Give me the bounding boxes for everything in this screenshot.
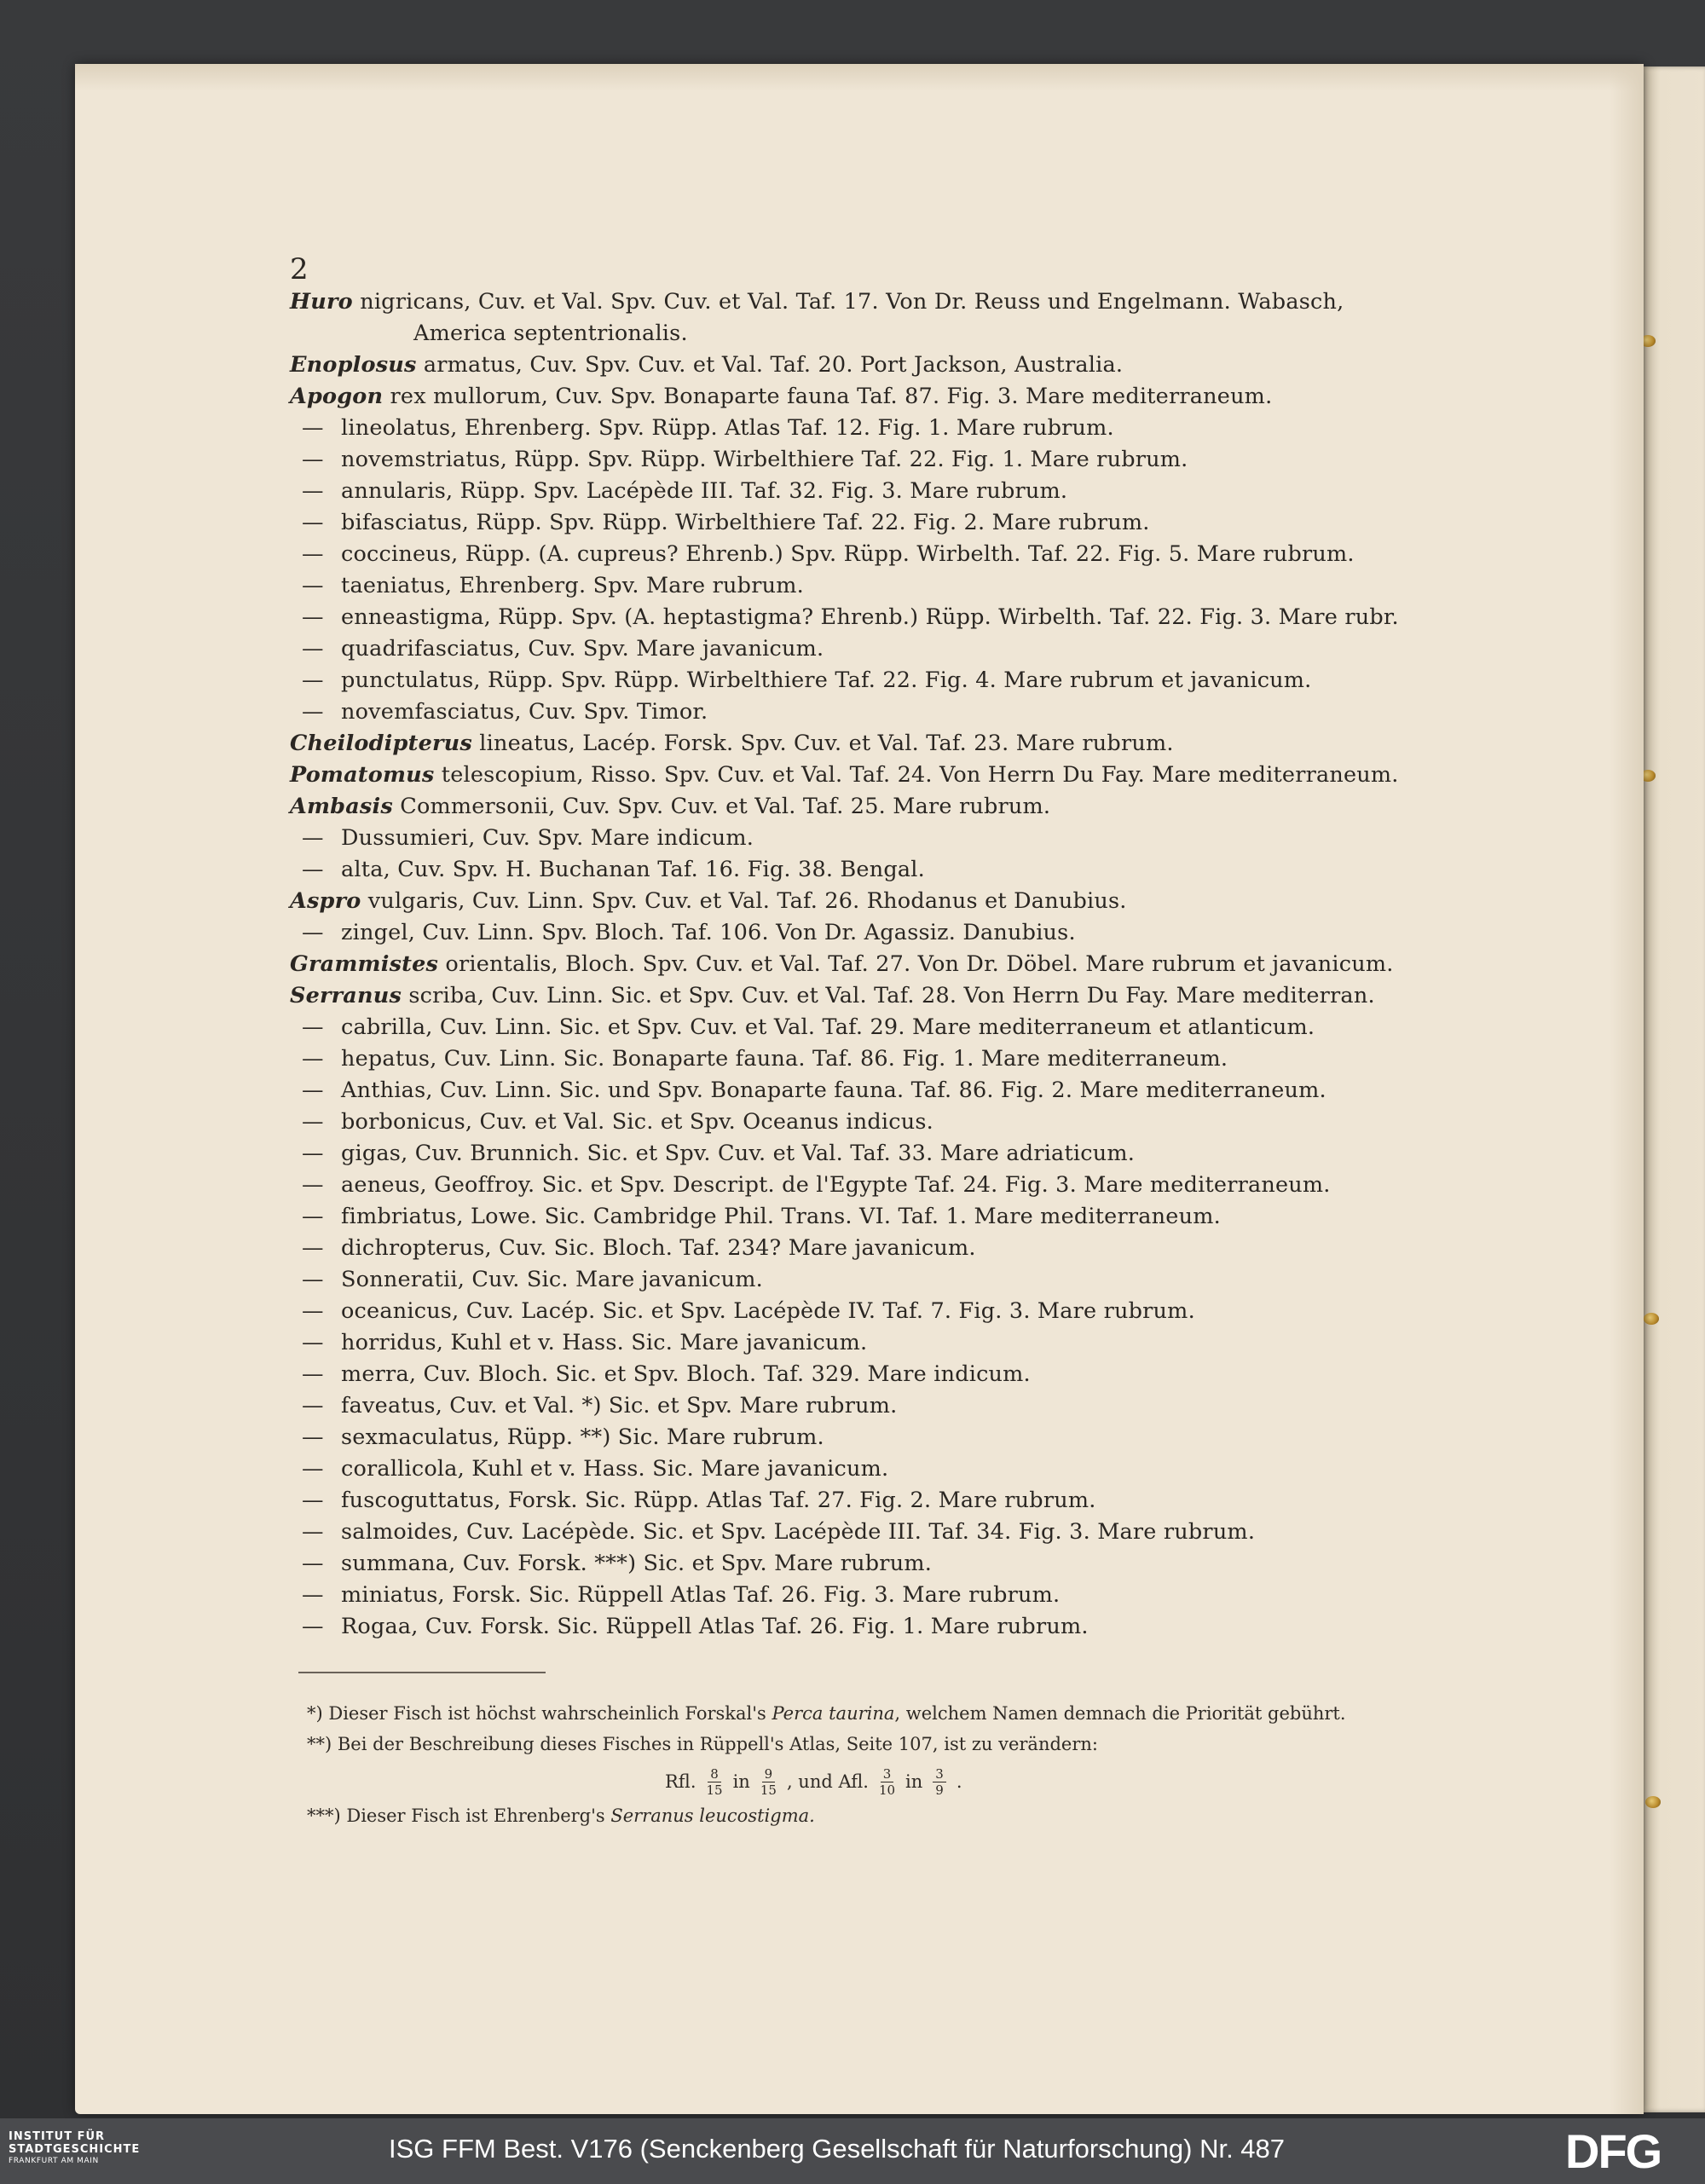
entry-text: Commersonii, Cuv. Spv. Cuv. et Val. Taf. 25. Mare rubrum.	[392, 794, 1051, 819]
entry-text: borbonicus, Cuv. et Val. Sic. et Spv. Oceanus indicus.	[341, 1109, 933, 1135]
entry-text: armatus, Cuv. Spv. Cuv. et Val. Taf. 20. Port Jackson, Australia.	[416, 352, 1124, 378]
list-item	[290, 1170, 1466, 1201]
ditto-dash: —	[302, 1267, 324, 1292]
institute-name-line-3: FRANKFURT AM MAIN	[9, 2157, 99, 2165]
entry-text: vulgaris, Cuv. Linn. Spv. Cuv. et Val. Taf. 26. Rhodanus et Danubius.	[361, 888, 1127, 914]
list-item	[290, 1453, 1466, 1485]
list-item	[290, 1106, 1466, 1138]
ditto-dash: —	[302, 415, 324, 441]
ditto-dash: —	[302, 447, 324, 472]
list-item	[290, 854, 1466, 886]
list-item	[290, 980, 1466, 1012]
formula-in-2: in	[905, 1771, 923, 1792]
footnote-3-text: ***) Dieser Fisch ist Ehrenberg's	[307, 1806, 611, 1826]
list-item	[290, 1580, 1466, 1611]
footnote-1-text: *) Dieser Fisch ist höchst wahrscheinlich Forskal's	[307, 1703, 772, 1724]
footnotes	[307, 1698, 1466, 1759]
ditto-dash: —	[302, 573, 324, 598]
entry-text: sexmaculatus, Rüpp. **) Sic. Mare rubrum.	[341, 1424, 824, 1450]
list-item	[290, 1201, 1466, 1233]
ditto-dash: —	[302, 1582, 324, 1608]
list-item	[290, 350, 1466, 381]
ditto-dash: —	[302, 1519, 324, 1545]
entry-text: horridus, Kuhl et v. Hass. Sic. Mare javanicum.	[341, 1330, 868, 1355]
formula-end: .	[956, 1771, 962, 1792]
entry-text: zingel, Cuv. Linn. Spv. Bloch. Taf. 106. Von Dr. Agassiz. Danubius.	[341, 920, 1076, 945]
ditto-dash: —	[302, 510, 324, 535]
ditto-dash: —	[302, 1204, 324, 1229]
list-item	[290, 602, 1466, 633]
list-item	[290, 949, 1466, 980]
list-item	[290, 413, 1466, 444]
list-item	[290, 1012, 1466, 1043]
fraction-1-num: 8	[708, 1766, 721, 1782]
entry-text: punctulatus, Rüpp. Spv. Rüpp. Wirbelthiere Taf. 22. Fig. 4. Mare rubrum et javanicum.	[341, 667, 1312, 693]
genus-name: Apogon	[290, 384, 384, 409]
entry-text: orientalis, Bloch. Spv. Cuv. et Val. Taf. 27. Von Dr. Döbel. Mare rubrum et javanicum.	[438, 951, 1394, 977]
genus-name: Huro	[290, 289, 353, 315]
list-item	[290, 791, 1466, 823]
entry-text: scriba, Cuv. Linn. Sic. et Spv. Cuv. et Val. Taf. 28. Von Herrn Du Fay. Mare mediterran.	[402, 983, 1375, 1008]
entry-text: hepatus, Cuv. Linn. Sic. Bonaparte fauna. Taf. 86. Fig. 1. Mare mediterraneum.	[341, 1046, 1228, 1072]
entry-text: novemfasciatus, Cuv. Spv. Timor.	[341, 699, 708, 725]
ditto-dash: —	[302, 1330, 324, 1355]
fraction-3-den: 10	[878, 1782, 896, 1798]
ditto-dash: —	[302, 1014, 324, 1040]
fin-ray-formula	[665, 1759, 962, 1804]
formula-in-1: in	[732, 1771, 750, 1792]
footnote-2: **) Bei der Beschreibung dieses Fisches in Rüppell's Atlas, Seite 107, ist zu verändern:	[307, 1734, 1098, 1754]
genus-name: Ambasis	[290, 794, 393, 819]
entry-text: fuscoguttatus, Forsk. Sic. Rüpp. Atlas Taf. 27. Fig. 2. Mare rubrum.	[341, 1488, 1096, 1513]
binding-stitch-icon	[1644, 1313, 1659, 1325]
genus-name: Grammistes	[290, 951, 439, 977]
list-item	[290, 917, 1466, 949]
entry-text: salmoides, Cuv. Lacépède. Sic. et Spv. Lacépède III. Taf. 34. Fig. 3. Mare rubrum.	[341, 1519, 1256, 1545]
ditto-dash: —	[302, 920, 324, 945]
entry-text: bifasciatus, Rüpp. Spv. Rüpp. Wirbelthiere Taf. 22. Fig. 2. Mare rubrum.	[341, 510, 1150, 535]
ditto-dash: —	[302, 1109, 324, 1135]
dfg-logo: DFG	[1565, 2124, 1662, 2178]
list-item	[290, 381, 1466, 413]
ditto-dash: —	[302, 1456, 324, 1482]
genus-name: Aspro	[290, 888, 361, 914]
footnote-1	[307, 1698, 1466, 1729]
entry-text: lineatus, Lacép. Forsk. Spv. Cuv. et Val. Taf. 23. Mare rubrum.	[471, 731, 1174, 756]
list-item	[290, 1517, 1466, 1548]
genus-name: Serranus	[290, 983, 402, 1008]
entry-text: corallicola, Kuhl et v. Hass. Sic. Mare javanicum.	[341, 1456, 889, 1482]
genus-name: Cheilodipterus	[290, 731, 472, 756]
list-item	[290, 823, 1466, 854]
list-item	[290, 1327, 1466, 1359]
list-item	[290, 1296, 1466, 1327]
ditto-dash: —	[302, 604, 324, 630]
entry-text: fimbriatus, Lowe. Sic. Cambridge Phil. Trans. VI. Taf. 1. Mare mediterraneum.	[341, 1204, 1221, 1229]
footnote-rule	[298, 1672, 546, 1673]
list-item	[290, 1075, 1466, 1106]
footnote-3-species: Serranus leucostigma.	[610, 1806, 815, 1826]
entry-text: summana, Cuv. Forsk. ***) Sic. et Spv. Mare rubrum.	[341, 1551, 933, 1576]
fraction-3-num: 3	[881, 1766, 894, 1782]
list-item	[290, 665, 1466, 696]
ditto-dash: —	[302, 1078, 324, 1103]
ditto-dash: —	[302, 1393, 324, 1418]
ditto-dash: —	[302, 1046, 324, 1072]
footnote-3	[307, 1800, 815, 1831]
entry-text: gigas, Cuv. Brunnich. Sic. et Spv. Cuv. et Val. Taf. 33. Mare adriaticum.	[341, 1141, 1136, 1166]
entry-text: cabrilla, Cuv. Linn. Sic. et Spv. Cuv. et Val. Taf. 29. Mare mediterraneum et atlanticum.	[341, 1014, 1315, 1040]
ditto-dash: —	[302, 667, 324, 693]
ditto-dash: —	[302, 1361, 324, 1387]
genus-name: Pomatomus	[290, 762, 435, 788]
fraction-2	[760, 1766, 777, 1798]
ditto-dash: —	[302, 1298, 324, 1324]
entry-text: annularis, Rüpp. Spv. Lacépède III. Taf. 32. Fig. 3. Mare rubrum.	[341, 478, 1068, 504]
list-item	[290, 507, 1466, 539]
fraction-2-num: 9	[762, 1766, 776, 1782]
list-item	[290, 1548, 1466, 1580]
entry-text: taeniatus, Ehrenberg. Spv. Mare rubrum.	[341, 573, 804, 598]
entry-text: coccineus, Rüpp. (A. cupreus? Ehrenb.) Spv. Rüpp. Wirbelth. Taf. 22. Fig. 5. Mare rubrum.	[341, 541, 1355, 567]
entry-text: dichropterus, Cuv. Sic. Bloch. Taf. 234? Mare javanicum.	[341, 1235, 976, 1261]
entry-text: quadrifasciatus, Cuv. Spv. Mare javanicum.	[341, 636, 824, 662]
ditto-dash: —	[302, 1614, 324, 1639]
footnote-1-species: Perca taurina	[772, 1703, 895, 1724]
fraction-1-den: 15	[706, 1782, 723, 1798]
fraction-4-den: 9	[935, 1782, 944, 1798]
list-item	[290, 286, 1466, 318]
entry-text: enneastigma, Rüpp. Spv. (A. heptastigma? Ehrenb.) Rüpp. Wirbelth. Taf. 22. Fig. 3. Mare rubr.	[341, 604, 1399, 630]
entry-text: alta, Cuv. Spv. H. Buchanan Taf. 16. Fig. 38. Bengal.	[341, 857, 925, 882]
list-item	[290, 1264, 1466, 1296]
ditto-dash: —	[302, 1424, 324, 1450]
ditto-dash: —	[302, 636, 324, 662]
list-item	[290, 886, 1466, 917]
entry-text: nigricans, Cuv. et Val. Spv. Cuv. et Val. Taf. 17. Von Dr. Reuss und Engelmann. Wabasch,	[352, 289, 1344, 315]
formula-und-afl: , und Afl.	[786, 1771, 869, 1792]
ditto-dash: —	[302, 1235, 324, 1261]
list-item	[290, 760, 1466, 791]
entry-text: telescopium, Risso. Spv. Cuv. et Val. Taf. 24. Von Herrn Du Fay. Mare mediterraneum.	[434, 762, 1399, 788]
ditto-dash: —	[302, 541, 324, 567]
list-item	[290, 444, 1466, 476]
ditto-dash: —	[302, 1488, 324, 1513]
list-item	[290, 1485, 1466, 1517]
institute-name-line-1: INSTITUT FÜR	[9, 2130, 106, 2143]
institute-logo	[9, 2130, 153, 2167]
genus-name: Enoplosus	[290, 352, 417, 378]
entry-text: rex mullorum, Cuv. Spv. Bonaparte fauna Taf. 87. Fig. 3. Mare mediterraneum.	[383, 384, 1273, 409]
fraction-4	[933, 1766, 946, 1798]
fraction-1	[707, 1766, 723, 1798]
entry-text: Anthias, Cuv. Linn. Sic. und Spv. Bonaparte fauna. Taf. 86. Fig. 2. Mare mediterraneum.	[341, 1078, 1326, 1103]
entry-text: Dussumieri, Cuv. Spv. Mare indicum.	[341, 825, 754, 851]
fraction-2-den: 15	[760, 1782, 777, 1798]
entry-text: novemstriatus, Rüpp. Spv. Rüpp. Wirbelthiere Taf. 22. Fig. 1. Mare rubrum.	[341, 447, 1188, 472]
list-item	[290, 1043, 1466, 1075]
list-item	[290, 539, 1466, 570]
ditto-dash: —	[302, 857, 324, 882]
ditto-dash: —	[302, 1551, 324, 1576]
list-item	[290, 1390, 1466, 1422]
entry-text: faveatus, Cuv. et Val. *) Sic. et Spv. Mare rubrum.	[341, 1393, 898, 1418]
formula-rfl: Rfl.	[665, 1771, 696, 1792]
ditto-dash: —	[302, 478, 324, 504]
binding-stitch-icon	[1645, 1796, 1661, 1808]
fraction-4-num: 3	[933, 1766, 946, 1782]
list-item	[290, 570, 1466, 602]
entry-text: oceanicus, Cuv. Lacép. Sic. et Spv. Lacépède IV. Taf. 7. Fig. 3. Mare rubrum.	[341, 1298, 1195, 1324]
list-item	[290, 696, 1466, 728]
entry-text: lineolatus, Ehrenberg. Spv. Rüpp. Atlas Taf. 12. Fig. 1. Mare rubrum.	[341, 415, 1114, 441]
fraction-3	[879, 1766, 895, 1798]
species-list	[290, 286, 1466, 1643]
list-item	[290, 1422, 1466, 1453]
entry-text: Rogaa, Cuv. Forsk. Sic. Rüppell Atlas Taf. 26. Fig. 1. Mare rubrum.	[341, 1614, 1089, 1639]
list-item	[290, 1611, 1466, 1643]
entry-text: aeneus, Geoffroy. Sic. et Spv. Descript. de l'Egypte Taf. 24. Fig. 3. Mare mediterraneum.	[341, 1172, 1331, 1198]
entry-text: America septentrionalis.	[413, 321, 688, 346]
list-item	[290, 728, 1466, 760]
list-item	[290, 476, 1466, 507]
list-item	[290, 1359, 1466, 1390]
viewer-footer-bar	[0, 2118, 1705, 2184]
archive-caption: ISG FFM Best. V176 (Senckenberg Gesellschaft für Naturforschung) Nr. 487	[389, 2134, 1286, 2164]
ditto-dash: —	[302, 825, 324, 851]
entry-text: merra, Cuv. Bloch. Sic. et Spv. Bloch. Taf. 329. Mare indicum.	[341, 1361, 1031, 1387]
list-item	[290, 1233, 1466, 1264]
institute-name-line-2: STADTGESCHICHTE	[9, 2143, 141, 2156]
list-item	[290, 633, 1466, 665]
list-item	[290, 318, 1466, 350]
ditto-dash: —	[302, 699, 324, 725]
page-number: 2	[290, 252, 309, 286]
list-item	[290, 1138, 1466, 1170]
ditto-dash: —	[302, 1172, 324, 1198]
entry-text: miniatus, Forsk. Sic. Rüppell Atlas Taf. 26. Fig. 3. Mare rubrum.	[341, 1582, 1061, 1608]
entry-text: Sonneratii, Cuv. Sic. Mare javanicum.	[341, 1267, 763, 1292]
footnote-1-text-end: , welchem Namen demnach die Priorität gebührt.	[894, 1703, 1346, 1724]
ditto-dash: —	[302, 1141, 324, 1166]
